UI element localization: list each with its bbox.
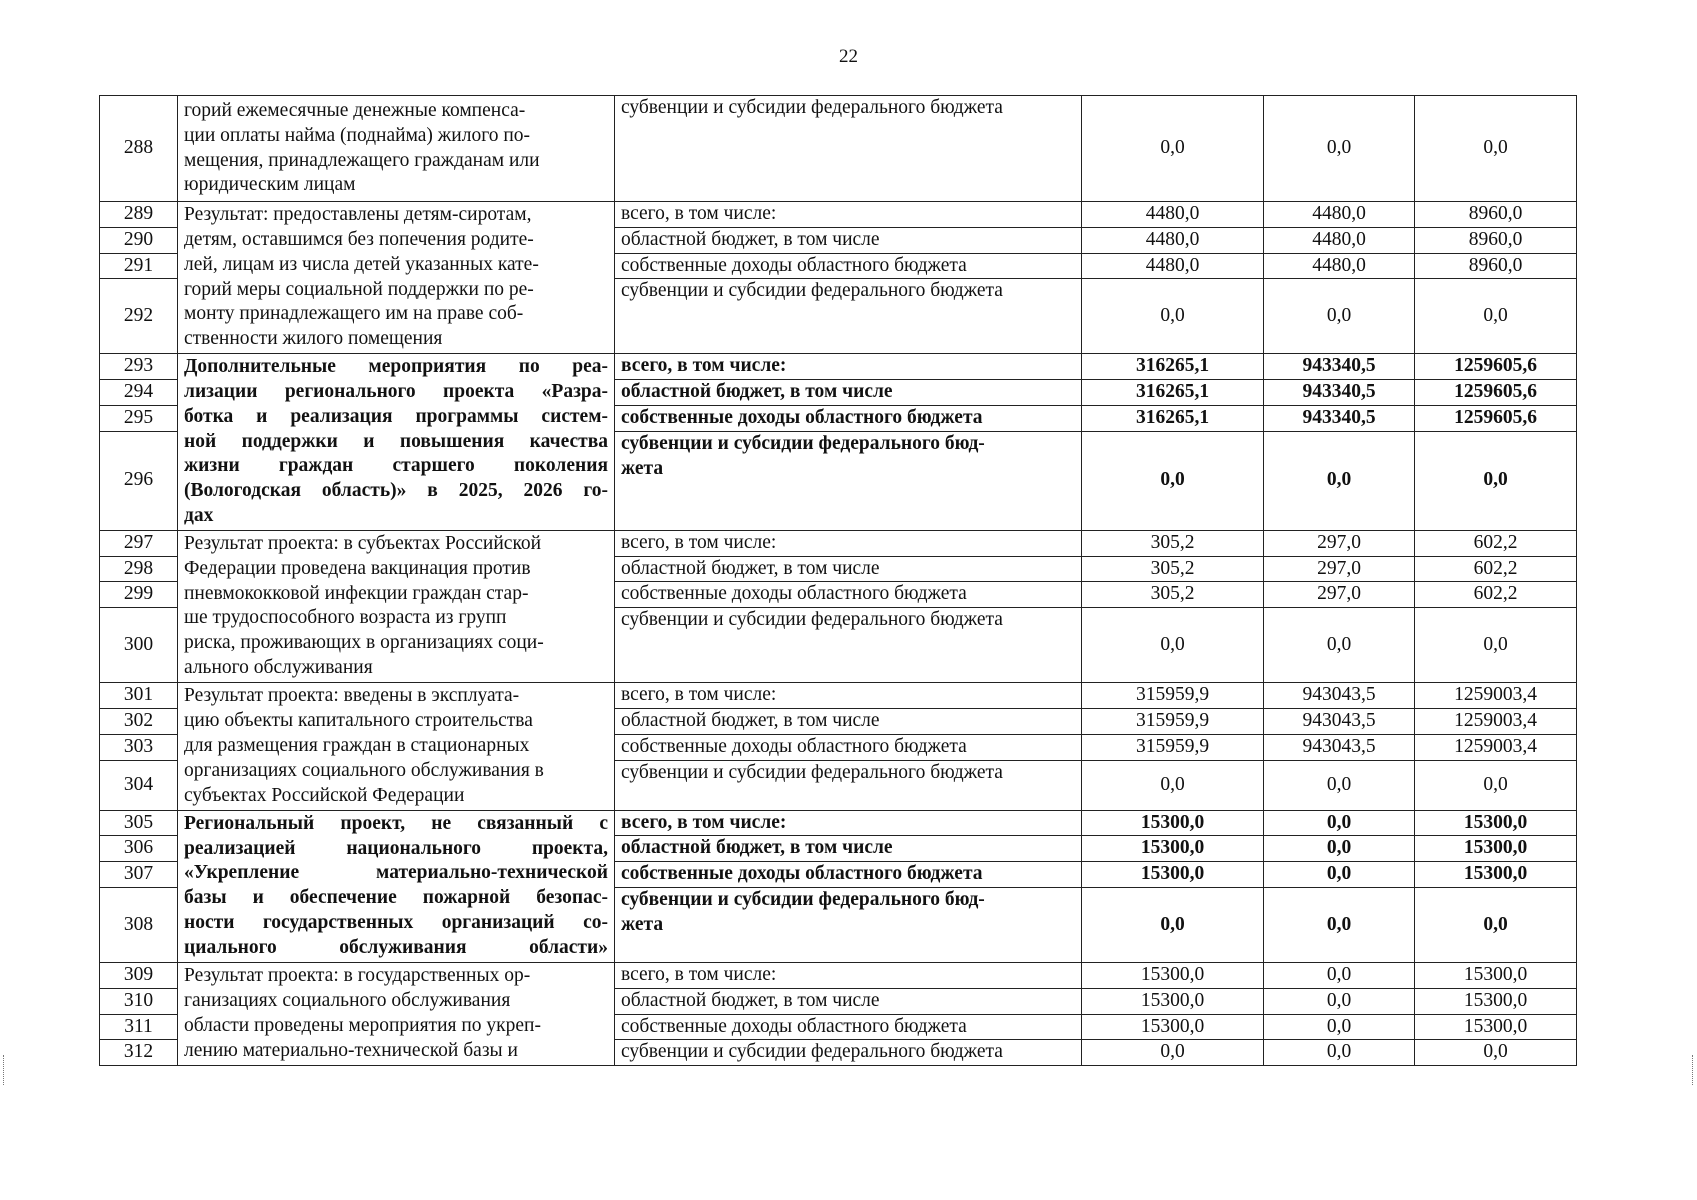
- funding-source: субвенции и субсидии федерального бюджета: [615, 760, 1082, 810]
- funding-source: областной бюджет, в том числе: [615, 380, 1082, 406]
- value-2025: 0,0: [1082, 1040, 1264, 1066]
- value-2026: 0,0: [1264, 96, 1415, 202]
- value-total: 602,2: [1415, 556, 1577, 582]
- value-2025: 316265,1: [1082, 380, 1264, 406]
- value-2026: 943340,5: [1264, 354, 1415, 380]
- value-2026: 943340,5: [1264, 405, 1415, 431]
- value-total: 15300,0: [1415, 810, 1577, 836]
- row-description: Результат проекта: в государственных ор- ганизациях социального обслуживания области проведены мероприятия по укреп- лению материально-технической базы и: [178, 962, 615, 1065]
- value-total: 1259003,4: [1415, 708, 1577, 734]
- value-total: 0,0: [1415, 1040, 1577, 1066]
- value-2026: 4480,0: [1264, 202, 1415, 228]
- value-2026: 4480,0: [1264, 253, 1415, 279]
- value-2026: 0,0: [1264, 988, 1415, 1014]
- value-2025: 305,2: [1082, 556, 1264, 582]
- row-number: 301: [100, 683, 178, 709]
- row-description: Результат: предоставлены детям-сиротам, детям, оставшимся без попечения родите- лей, лицам из числа детей указанных кате- горий меры социальной поддержки по ре- монту принадлежащего им на праве соб- ственности жилого помещения: [178, 202, 615, 354]
- row-number: 293: [100, 354, 178, 380]
- row-number: 311: [100, 1014, 178, 1040]
- value-2025: 0,0: [1082, 279, 1264, 354]
- funding-source: всего, в том числе:: [615, 530, 1082, 556]
- row-number: 303: [100, 734, 178, 760]
- value-total: 1259605,6: [1415, 380, 1577, 406]
- value-total: 15300,0: [1415, 988, 1577, 1014]
- value-2026: 297,0: [1264, 556, 1415, 582]
- funding-source: субвенции и субсидии федерального бюджета: [615, 279, 1082, 354]
- value-total: 1259605,6: [1415, 354, 1577, 380]
- value-2026: 0,0: [1264, 887, 1415, 962]
- value-2026: 4480,0: [1264, 227, 1415, 253]
- value-2025: 0,0: [1082, 887, 1264, 962]
- row-number: 310: [100, 988, 178, 1014]
- value-2026: 943043,5: [1264, 683, 1415, 709]
- value-2025: 15300,0: [1082, 962, 1264, 988]
- value-2025: 0,0: [1082, 608, 1264, 683]
- value-total: 0,0: [1415, 96, 1577, 202]
- row-description: Дополнительные мероприятия по реа- лизации регионального проекта «Разра- ботка и реализация программы систем- ной поддержки и повышения качества жизни граждан старшего поколения (Вологодская область)» в 2025, 2026 го- дах: [178, 354, 615, 530]
- row-number: 295: [100, 405, 178, 431]
- value-2025: 4480,0: [1082, 202, 1264, 228]
- funding-source: субвенции и субсидии федерального бюджета: [615, 1040, 1082, 1066]
- value-2025: 305,2: [1082, 582, 1264, 608]
- row-number: 306: [100, 836, 178, 862]
- funding-source: всего, в том числе:: [615, 962, 1082, 988]
- funding-source: всего, в том числе:: [615, 202, 1082, 228]
- value-2025: 0,0: [1082, 431, 1264, 530]
- value-total: 0,0: [1415, 608, 1577, 683]
- funding-source: собственные доходы областного бюджета: [615, 1014, 1082, 1040]
- row-number: 299: [100, 582, 178, 608]
- value-2025: 315959,9: [1082, 683, 1264, 709]
- value-2025: 15300,0: [1082, 988, 1264, 1014]
- value-total: 15300,0: [1415, 962, 1577, 988]
- row-description: горий ежемесячные денежные компенса- ции оплаты найма (поднайма) жилого по- мещения, принадлежащего гражданам или юридическим лицам: [178, 96, 615, 202]
- funding-source: всего, в том числе:: [615, 683, 1082, 709]
- value-2026: 0,0: [1264, 836, 1415, 862]
- value-2026: 0,0: [1264, 1040, 1415, 1066]
- row-description: Региональный проект, не связанный с реализацией национального проекта, «Укрепление материально-технической базы и обеспечение пожарной безопас- ности государственных организаций со- циального обслуживания области»: [178, 810, 615, 962]
- row-number: 290: [100, 227, 178, 253]
- value-2026: 0,0: [1264, 431, 1415, 530]
- value-2025: 4480,0: [1082, 253, 1264, 279]
- value-total: 1259003,4: [1415, 683, 1577, 709]
- value-2025: 15300,0: [1082, 1014, 1264, 1040]
- value-2026: 0,0: [1264, 608, 1415, 683]
- row-number: 307: [100, 862, 178, 888]
- funding-source: субвенции и субсидии федерального бюд- жета: [615, 431, 1082, 530]
- value-total: 15300,0: [1415, 862, 1577, 888]
- table-row: [100, 810, 1577, 836]
- table-row: [100, 683, 1577, 709]
- funding-source: областной бюджет, в том числе: [615, 556, 1082, 582]
- funding-source: собственные доходы областного бюджета: [615, 862, 1082, 888]
- value-2026: 0,0: [1264, 279, 1415, 354]
- funding-source: субвенции и субсидии федерального бюд- жета: [615, 887, 1082, 962]
- table-row: [100, 530, 1577, 556]
- table-row: [100, 962, 1577, 988]
- value-2025: 305,2: [1082, 530, 1264, 556]
- funding-source: областной бюджет, в том числе: [615, 836, 1082, 862]
- funding-source: собственные доходы областного бюджета: [615, 582, 1082, 608]
- value-2025: 15300,0: [1082, 836, 1264, 862]
- value-2026: 943043,5: [1264, 708, 1415, 734]
- row-number: 302: [100, 708, 178, 734]
- value-total: 0,0: [1415, 760, 1577, 810]
- value-total: 15300,0: [1415, 1014, 1577, 1040]
- row-number: 297: [100, 530, 178, 556]
- funding-source: областной бюджет, в том числе: [615, 227, 1082, 253]
- row-number: 298: [100, 556, 178, 582]
- value-2025: 0,0: [1082, 760, 1264, 810]
- page-number: 22: [839, 46, 858, 67]
- value-total: 8960,0: [1415, 227, 1577, 253]
- value-2026: 0,0: [1264, 962, 1415, 988]
- funding-source: областной бюджет, в том числе: [615, 988, 1082, 1014]
- row-number: 300: [100, 608, 178, 683]
- value-2025: 316265,1: [1082, 405, 1264, 431]
- value-total: 1259605,6: [1415, 405, 1577, 431]
- table-row: [100, 202, 1577, 228]
- row-description: Результат проекта: введены в эксплуата- цию объекты капитального строительства для размещения граждан в стационарных организациях социального обслуживания в субъектах Российской Федерации: [178, 683, 615, 810]
- row-number: 292: [100, 279, 178, 354]
- value-total: 8960,0: [1415, 253, 1577, 279]
- row-number: 288: [100, 96, 178, 202]
- value-total: 0,0: [1415, 887, 1577, 962]
- row-number: 294: [100, 380, 178, 406]
- row-number: 296: [100, 431, 178, 530]
- row-description: Результат проекта: в субъектах Российской Федерации проведена вакцинация против пневмококковой инфекции граждан стар- ше трудоспособного возраста из групп риска, проживающих в организациях соци- ального обслуживания: [178, 530, 615, 682]
- row-number: 305: [100, 810, 178, 836]
- row-number: 304: [100, 760, 178, 810]
- value-2026: 0,0: [1264, 760, 1415, 810]
- value-2026: 0,0: [1264, 862, 1415, 888]
- funding-source: областной бюджет, в том числе: [615, 708, 1082, 734]
- value-2026: 297,0: [1264, 582, 1415, 608]
- budget-table: [99, 95, 1577, 1066]
- row-number: 291: [100, 253, 178, 279]
- value-total: 0,0: [1415, 279, 1577, 354]
- funding-source: субвенции и субсидии федерального бюджета: [615, 96, 1082, 202]
- row-number: 289: [100, 202, 178, 228]
- value-2025: 0,0: [1082, 96, 1264, 202]
- scan-edge-mark-right: [1692, 1055, 1693, 1085]
- funding-source: субвенции и субсидии федерального бюджета: [615, 608, 1082, 683]
- row-number: 309: [100, 962, 178, 988]
- value-2025: 316265,1: [1082, 354, 1264, 380]
- value-total: 0,0: [1415, 431, 1577, 530]
- value-2025: 15300,0: [1082, 862, 1264, 888]
- funding-source: собственные доходы областного бюджета: [615, 253, 1082, 279]
- table-row: [100, 96, 1577, 202]
- funding-source: всего, в том числе:: [615, 810, 1082, 836]
- value-2026: 0,0: [1264, 1014, 1415, 1040]
- value-total: 15300,0: [1415, 836, 1577, 862]
- value-2026: 297,0: [1264, 530, 1415, 556]
- funding-source: собственные доходы областного бюджета: [615, 734, 1082, 760]
- value-2025: 4480,0: [1082, 227, 1264, 253]
- value-2026: 943340,5: [1264, 380, 1415, 406]
- scan-edge-mark-left: [3, 1055, 4, 1085]
- value-2025: 315959,9: [1082, 734, 1264, 760]
- value-total: 602,2: [1415, 530, 1577, 556]
- value-total: 1259003,4: [1415, 734, 1577, 760]
- funding-source: всего, в том числе:: [615, 354, 1082, 380]
- funding-source: собственные доходы областного бюджета: [615, 405, 1082, 431]
- row-number: 312: [100, 1040, 178, 1066]
- value-2026: 943043,5: [1264, 734, 1415, 760]
- value-2026: 0,0: [1264, 810, 1415, 836]
- value-total: 602,2: [1415, 582, 1577, 608]
- row-number: 308: [100, 887, 178, 962]
- table-row: [100, 354, 1577, 380]
- value-2025: 15300,0: [1082, 810, 1264, 836]
- value-2025: 315959,9: [1082, 708, 1264, 734]
- value-total: 8960,0: [1415, 202, 1577, 228]
